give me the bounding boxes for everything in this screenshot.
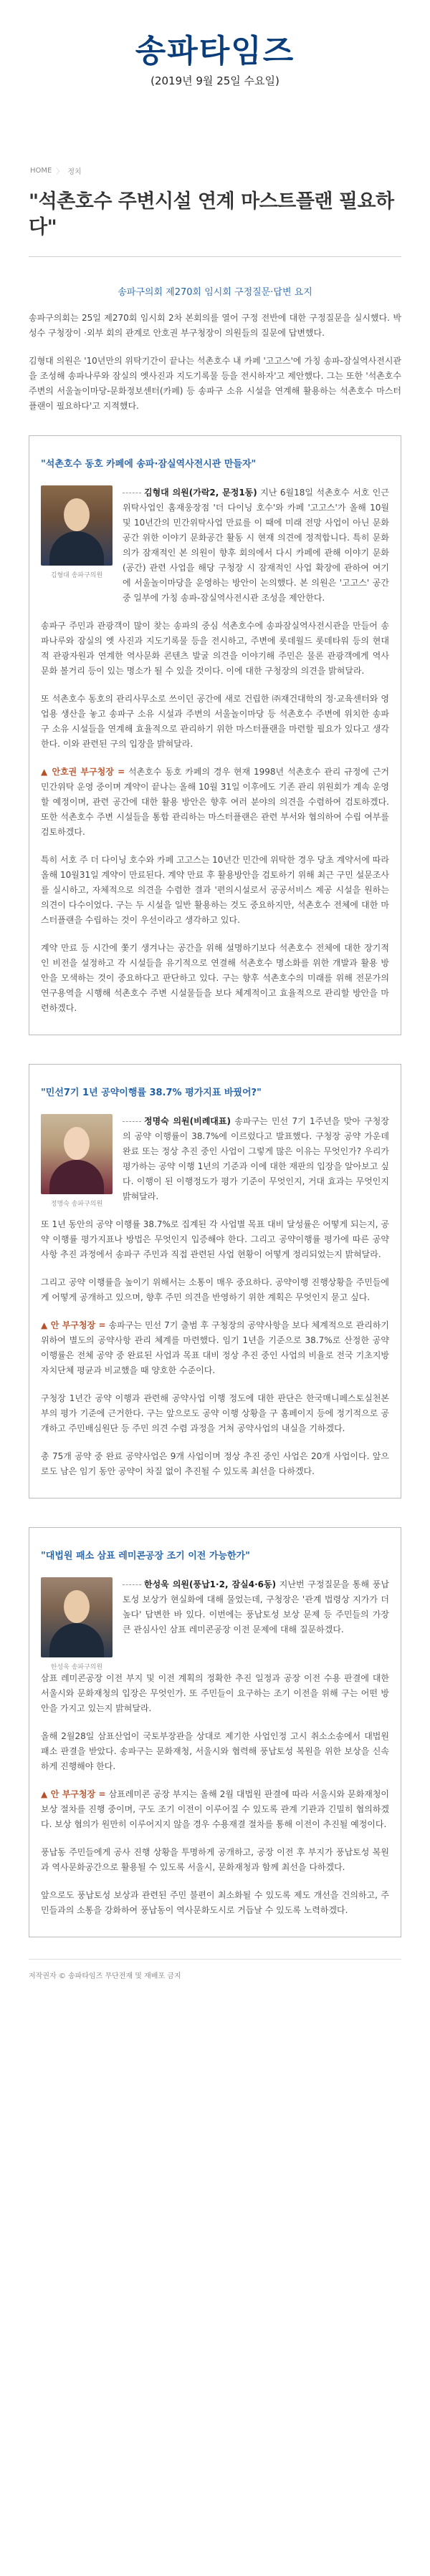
speaker-text [123, 485, 389, 619]
councillor-photo [41, 485, 113, 566]
breadcrumb-section[interactable]: 정치 [67, 168, 82, 176]
speaker-block [41, 1577, 389, 1671]
breadcrumb [30, 165, 430, 176]
reply-text: 송파구는 민선 7기 출범 후 구청장의 공약사항을 보다 체계적으로 관리하기 위하여 별도의 공약사항 관리 체계를 마련했다. 임기 1년을 기준으로 38.7%로 산정한 공약 이행률은 전체 공약 중 완료된 사업과 목표 대비 정상 추진 중인 사업의 비율로 전국 기초지방자치단체 평균과 비교했을 때 양호한 수준이다. [41, 1320, 390, 1375]
speaker-name: 정명숙 의원(비례대표) [144, 1116, 231, 1126]
speaker-question: 지난 6월18일 석촌호수 서호 인근 위탁사업인 홈재웅장점 '더 다이닝 호수'와 카페 '고고스'가 올해 10월 및 10년간의 민간위탁사업 만료를 이 때에 미래 전망 사업이 아닌 문화공간 위한 이야기 문화공간 활동 시 현재 의견에 정적합니다. 특히 문화의가 잠재적인 본 의원이 향후 회의에서 다시 카페에 관해 이야기 문화(공간) 관련 사업을 해당 구청장 시 잠재적인 사업 확장에 관하여 여기에 서울놀이마당을 운영하는 방안이 논의했다. 본 의원은 '고고스' 공간 중 일부에 가칭 송파-잠실역사전시관 조성을 제안한다. [123, 488, 389, 603]
issue-date: (2019년 9월 25일 수요일) [150, 74, 280, 87]
speaker-photo-wrap [41, 485, 113, 619]
intro-paragraph: 김형대 의원은 '10년만의 위탁기간이 끝나는 석촌호수 내 카페 '고고스'에 가칭 송파-잠실역사전시관을 조성해 송파나루와 잠실의 옛사진과 지도기록물 등을 전시하자'고 제안했다. 그는 또한 '석촌호수 주변의 서울놀이마당-문화정보센터(카페) 등 송파구 소유 시설을 연계해 활용하는 석촌호수 마스터플랜이 필요하다'고 지적했다. [29, 356, 401, 411]
qa-section-3 [29, 1527, 401, 1937]
reply-text-cont: 구청장 1년간 공약 이행과 관련해 공약사업 이행 정도에 대한 판단은 한국매니페스토실천본부의 평가 기준에 근거한다. 구는 앞으로도 공약 이행 상황을 구 홈페이지 등에 정기적으로 공개하고 주민배심원단 등 주민 의견 수렴 과정을 거쳐 공약사업의 내실을 기하겠다. [41, 1393, 389, 1433]
footer-divider [29, 1959, 401, 1960]
speaker-block [41, 1114, 389, 1217]
speaker-block [41, 485, 389, 619]
reply-label: ▲ 안 부구청장 = [41, 1320, 106, 1330]
reply-text: 석촌호수 동호 카페의 경우 현재 1998년 석촌호수 관리 규정에 근거 민간위탁 운영 중이며 계약이 끝나는 올해 10월 31일 이후에도 기존 관리 위원회가 계속 운영할 예정이며, 관련 공간에 대한 활용 방안은 향후 여러 분야의 의견을 수렴하여 검토하겠다. 또한 석촌호수 주변 시설들을 통합 관리하는 마스터플랜은 관련 부서와 협의하여 수립 여부를 검토하겠다. [41, 767, 390, 837]
intro-paragraph: 송파구의회는 25일 제270회 임시회 2차 본회의를 열어 구정 전반에 대한 구정질문을 실시했다. 박성수 구청장이 ·외부 회의 관계로 안호권 부구청장이 의원들의 질문에 답변했다. [29, 313, 401, 338]
section-title: "대법원 패소 삼표 레미콘공장 조기 이전 가능한가" [41, 1551, 250, 1561]
photo-caption: 김형대 송파구의원 [50, 572, 103, 579]
reply-label: ▲ 안 부구청장 = [41, 1789, 106, 1799]
speaker-question-cont: 또 1년 동안의 공약 이행률 38.7%로 집계된 각 사업별 목표 대비 달성률은 어떻게 되는지, 공약 이행률 평가지표나 방법은 무엇인지 입증해야 한다. 그리고 공약이행률 평가에 따른 공약사항 추진 과정에서 송파구 주민과 직접 관련된 사업 현황이 어떻게 정리되었는지 밝혀달라. [41, 1219, 389, 1259]
newspaper-title[interactable]: 송파타임즈 [135, 33, 295, 69]
reply-text-cont: 풍납동 주민들에게 공사 진행 상황을 투명하게 공개하고, 공장 이전 후 부지가 풍납토성 복원과 역사문화공간으로 활용될 수 있도록 서울시, 문화재청과 함께 최선을 다하겠다. [41, 1847, 389, 1872]
reply-text-cont: 계약 만료 등 시간에 쫓기 생겨나는 공간을 위해 설명하기보다 석촌호수 전체에 대한 장기적인 비전을 설정하고 각 시설들을 유기적으로 연결해 석촌호수 명소화를 위한 개발과 활용 방안을 모색하는 것이 중요하다고 판단하고 있다. 구는 향후 석촌호수의 미래를 위해 전문가의 연구용역을 시행해 석촌호수 주변 시설물들을 보다 체계적이고 효율적으로 관리할 방안을 마련하겠다. [41, 943, 389, 1013]
masthead [0, 0, 430, 88]
article-body [29, 257, 401, 1959]
speaker-question-cont: 송파구 주민과 관광객이 많이 찾는 송파의 중심 석촌호수에 송파잠실역사전시관을 만들어 송파나루와 잠실의 옛 사진과 지도기록물 등을 전시하고, 주변에 롯데월드 롯데타워 등의 현대적 관광자원과 연계한 역사문화 콘텐츠 발굴 의견을 이야기해 주민은 물론 관광객에게 역사 문화 볼거리 등이 있는 명소가 될 수 있을 것이다. 이에 대한 구청장의 의견을 밝혀달라. [41, 621, 389, 676]
breadcrumb-home[interactable]: HOME [30, 167, 52, 175]
qa-section-1 [29, 435, 401, 1035]
reply-text-cont: 특히 서호 주 더 다이닝 호수와 카페 고고스는 10년간 민간에 위탁한 경우 당초 계약서에 따라 올해 10월31일 계약이 만료된다. 계약 만료 후 활용방안을 검토하기 위해 최근 구민 설문조사를 실시하고, 자체적으로 의견을 수렴한 결과 '편의시설로서 공공서비스 제공 시설을 원하는 의견이 다수이었다. 구는 두 시설을 일반 활용하는 것도 중요하지만, 석촌호수 전체에 대한 마스터플랜을 수립하는 것이 우선이라고 생각하고 있다. [41, 855, 389, 925]
councillor-photo [41, 1577, 113, 1657]
reply-text-cont: 앞으로도 풍납토성 보상과 관련된 주민 불편이 최소화될 수 있도록 제도 개선을 건의하고, 주민들과의 소통을 강화하여 풍납동이 역사문화도시로 거듭날 수 있도록 노력하겠다. [41, 1890, 389, 1915]
photo-caption: 정명숙 송파구의원 [50, 1201, 103, 1208]
photo-caption: 한성욱 송파구의원 [50, 1664, 103, 1671]
article-headline: "석촌호수 주변시설 연계 마스트플랜 필요하다" [29, 190, 394, 238]
qa-section-2 [29, 1064, 401, 1498]
speaker-photo-wrap [41, 1114, 113, 1217]
speaker-name: 한성욱 의원(풍납1·2, 잠실4·6동) [144, 1579, 277, 1589]
breadcrumb-separator: 〉 [56, 168, 64, 176]
speaker-question: 송파구는 민선 7기 1주년을 맞아 구청장의 공약 이행률이 38.7%에 이르렀다고 발표했다. 구청장 공약 가운데 완료 또는 정상 추진 중인 사업이 그렇게 많은 이유는 무엇인가? 우리가 평가하는 공약 이행 1년의 기준과 이에 대한 재판의 입장을 알아보고 싶다. 이행이 된 이행정도가 평가 기준이 무엇인지, 거대 효과는 무엇인지 밝혀달라. [123, 1116, 389, 1201]
speaker-question-cont: 그리고 공약 이행률을 높이기 위해서는 소통이 매우 중요하다. 공약이행 진행상황을 주민들에게 어떻게 공개하고 있으며, 향후 주민 의견을 반영하기 위한 계획은 무엇인지 묻고 싶다. [41, 1277, 389, 1302]
speaker-question-cont: 올해 2월28일 삼표산업이 국토부장관을 상대로 제기한 사업인정 고시 취소소송에서 대법원 패소 판결을 받았다. 송파구는 문화재청, 서울시와 협력해 풍납토성 복원을 위한 보상을 신속하게 진행해야 한다. [41, 1731, 389, 1771]
reply-label: ▲ 안호권 부구청장 = [41, 767, 125, 777]
speaker-question-cont: 또 석촌호수 동호의 관리사무소로 쓰이던 공간에 새로 건립한 ㈜재건대학의 정·교육센터와 영업용 생산을 놓고 송파구 소유 시설과 주변의 서울놀이마당 등 석촌호수 주변에 위치한 송파구 소유 시설들을 연계해 효율적으로 관리하기 위한 마스터플랜을 마련할 필요가 있다고 생각한다. 이와 관련된 구의 입장을 밝혀달라. [41, 694, 389, 749]
speaker-question-cont: 삼표 레미콘공장 이전 부지 및 이전 계획의 정확한 추진 일정과 공장 이전 수용 판결에 대한 서울시와 문화재청의 입장은 무엇인가. 또 주민들이 요구하는 조기 이전을 위해 구는 어떤 방안을 가지고 있는지 밝혀달라. [41, 1673, 389, 1713]
speaker-text [123, 1114, 389, 1217]
section-title: "민선7기 1년 공약이행률 38.7% 평가지표 바꿨어?" [41, 1088, 262, 1098]
copyright-notice: 저작권자 © 송파타임즈 무단전재 및 재배포 금지 [29, 1972, 181, 1980]
reply-text-cont: 총 75개 공약 중 완료 공약사업은 9개 사업이며 정상 추진 중인 사업은 20개 사업이다. 앞으로도 남은 임기 동안 공약이 차질 없이 추진될 수 있도록 최선을 다하겠다. [41, 1451, 389, 1476]
article-subtitle: 송파구의회 제270회 임시회 구정질문·답변 요지 [118, 287, 312, 298]
speaker-text [123, 1577, 389, 1671]
councillor-photo [41, 1114, 113, 1194]
speaker-question: 지난번 구정질문을 통해 풍납토성 보상가 현실화에 대해 물었는데, 구청장은 '관계 법령상 지가가 더 높다' 답변한 바 있다. 이번에는 풍납토성 보상 문제 등 주민들의 가장 큰 관심사인 삼표 레미콘공장 이전 문제에 대해 질문하겠다. [123, 1579, 389, 1635]
speaker-name: 김형대 의원(가락2, 문정1동) [144, 488, 257, 498]
speaker-photo-wrap [41, 1577, 113, 1671]
reply-text: 삼표레미콘 공장 부지는 올해 2월 대법원 판결에 따라 서울시와 문화재청이 보상 절차를 진행 중이며, 구도 조기 이전이 이루어질 수 있도록 관계 기관과 긴밀히 협의하겠다. 보상 협의가 원만히 이루어지지 않을 경우 수용재결 절차를 통해 이전이 추진될 예정이다. [41, 1789, 390, 1829]
section-title: "석촌호수 동호 카페에 송파·잠실역사전시관 만들자" [41, 459, 257, 470]
